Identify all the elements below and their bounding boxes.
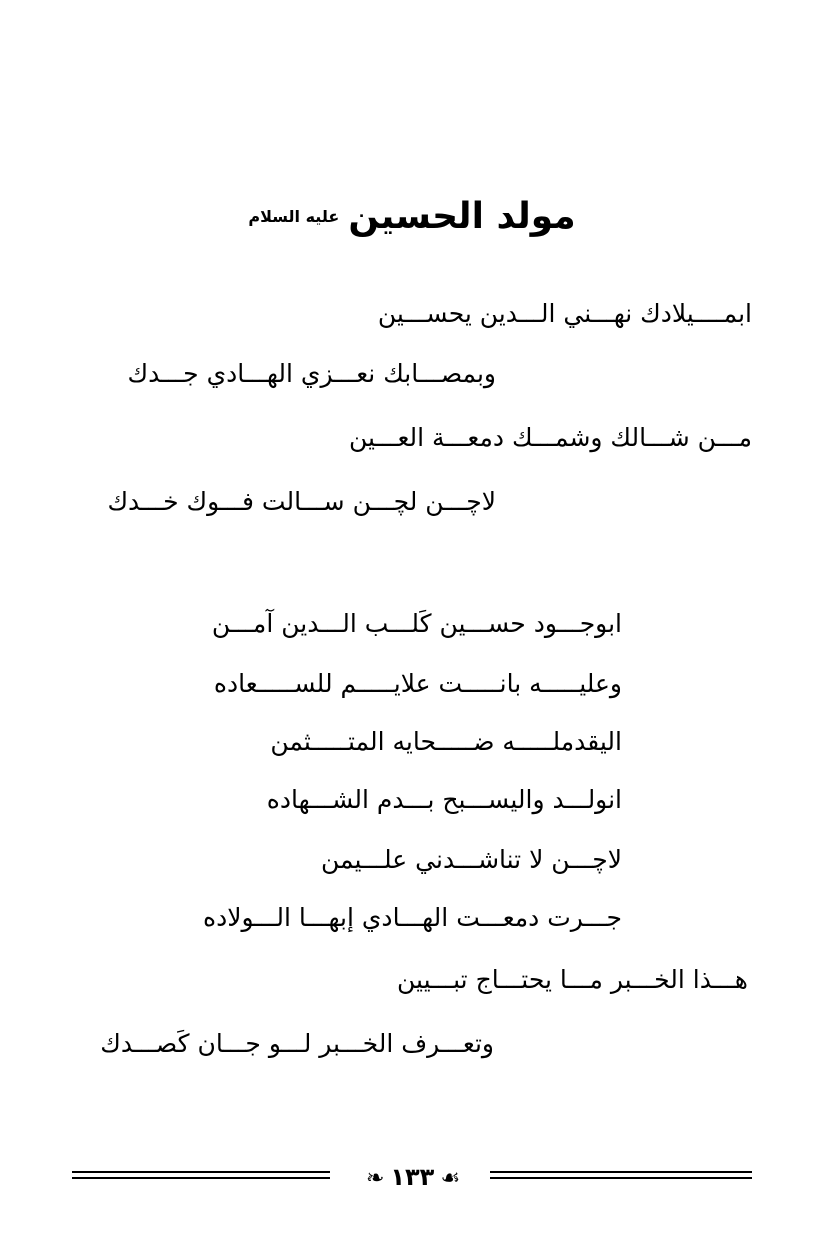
stanza2-line-3: اليقدملـــــه ضـــــحايه المتـــــثمن <box>270 727 622 756</box>
stanza2-line-6: جـــرت دمعـــت الهـــادي إبهـــا الـــولاده <box>203 903 622 932</box>
ornament-right-icon: ☙ <box>440 1166 461 1191</box>
page-footer <box>72 1162 752 1192</box>
stanza1-line-1: ابمــــيلادك نهـــني الـــدين يحســـين <box>377 299 752 328</box>
stanza2-line-7: هـــذا الخـــبر مـــا يحتـــاج تبـــيين <box>397 965 748 994</box>
poem-title-block <box>0 196 824 237</box>
page-number-block <box>342 1162 484 1194</box>
stanza1-line-3: مـــن شـــالك وشمـــك دمعـــة العـــين <box>348 423 752 452</box>
stanza2-line-8: وتعـــرف الخـــبر لـــو جـــان كَصـــدك <box>100 1029 494 1058</box>
stanza2-line-5: لاچـــن لا تناشـــدني علـــيمن <box>321 845 622 874</box>
ornament-left-icon: ❧ <box>365 1166 385 1191</box>
honorific-mark: عليه السلام <box>248 206 340 226</box>
page-number: ١٣٣ <box>390 1163 435 1191</box>
stanza2-line-2: وعليـــــه بانـــــت علايـــــم للســـــعاده <box>213 669 622 698</box>
stanza2-line-1: ابوجـــود حســـين كَلـــب الـــدين آمـــن <box>211 609 622 638</box>
stanza2-line-4: انولـــد واليســـبح بـــدم الشـــهاده <box>266 785 622 814</box>
footer-rule-left <box>72 1171 330 1179</box>
poem-title: مولد الحسين <box>348 196 576 237</box>
footer-rule-right <box>490 1171 752 1179</box>
stanza1-line-2: وبمصـــابك نعـــزي الهـــادي جـــدك <box>127 359 496 388</box>
stanza1-line-4: لاچـــن لچـــن ســـالت فـــوك خـــدك <box>107 487 496 516</box>
